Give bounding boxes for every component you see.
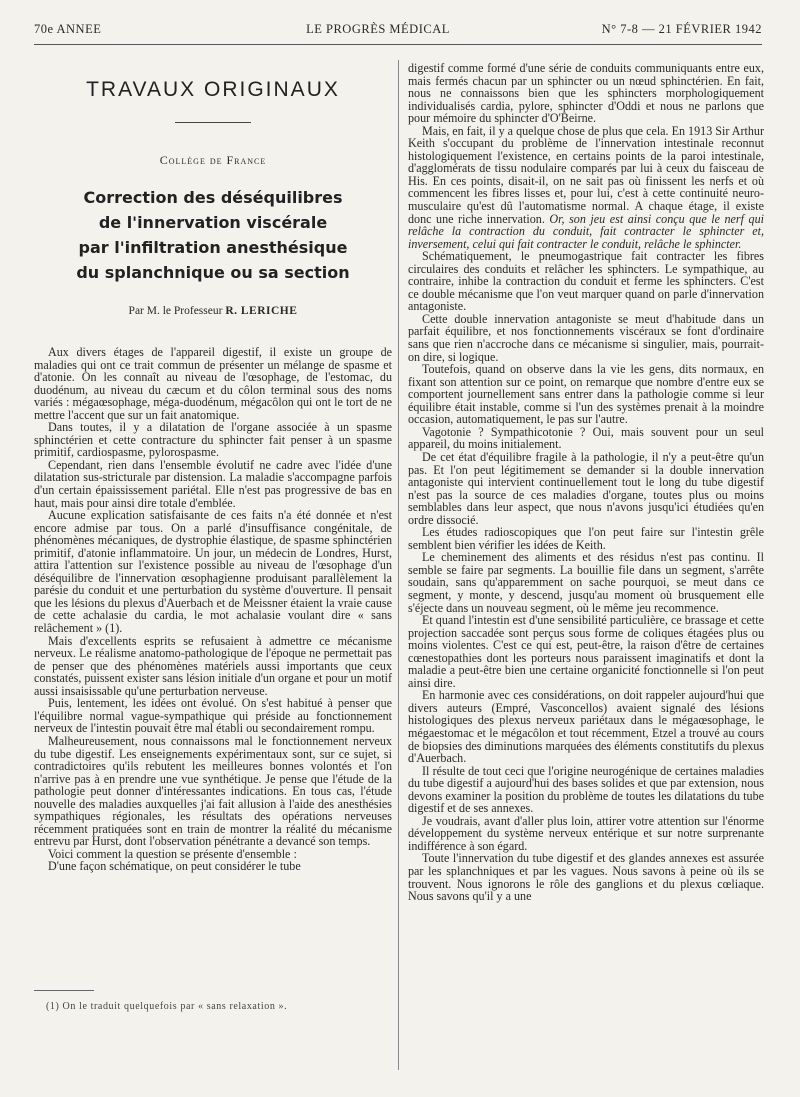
author-name: R. LERICHE [225, 305, 298, 317]
paragraph-text: Vagotonie ? Sympathicotonie ? Oui, mais souvent pour un seul appareil, du moins initialement. [408, 424, 764, 452]
paragraph: Puis, lentement, les idées ont évolué. On s'est habitué à penser que l'équilibre normal vague-sympathique qui préside au fonctionnement nerveux de l'intestin pouvait être mal établi ou secondairement rompu. [34, 696, 392, 736]
paragraph: Mais d'excellents esprits se refusaient à admettre ce mécanisme nerveux. Le réalisme anatomo-pathologique de l'époque ne permettait pas de penser que des phénomènes matériels aussi importants que ceux constatés, puissent exister sans lésion initiale d'un organe et pour un motif aussi insaisissable qu'une perturbation nerveuse. [34, 633, 392, 698]
header-volume: 70e ANNEE [34, 22, 102, 36]
paragraph-text: Et quand l'intestin est d'une sensibilité particulière, ce brassage et cette projection saccadée sont perçus sous forme de coliques étagées plus ou moins violentes. C'est ce qui est, peut-être, la raison d'être de certaines cœnestopathies dont les porteurs nous paraissent imaginatifs et dont la maladie a peut-être bien une certaine organicité fonctionnelle si l'on peut ainsi dire. [408, 613, 764, 690]
footnote: (1) On le traduit quelquefois par « sans relaxation ». [46, 1001, 288, 1012]
paragraph-text: digestif comme formé d'une série de conduits communiquants entre eux, mais fermés chacun par un sphincter ou un nœud sphinctérien. En fait, nous ne connaissons bien que les sphincters morphologiquement individualisés cardia, pylore, sphincter d'Oddi et nous ne parlons que pour mémoire du sphincter d'O'Beirne. [408, 61, 764, 126]
running-header [34, 22, 762, 42]
left-column-body [34, 346, 392, 873]
paragraph [408, 125, 764, 250]
paragraph: Dans toutes, il y a dilatation de l'organe associée à un spasme sphinctérien et cette contracture du sphincter fait penser à un spasme primitif, cardiospasme, pylorospasme. [34, 420, 392, 460]
author-prefix: Par M. le Professeur [128, 305, 223, 317]
article-title-line: du splanchnique ou sa section [76, 263, 350, 282]
right-column-body [408, 62, 764, 903]
paragraph-text: Toutefois, quand on observe dans la vie les gens, dits normaux, en fixant son attention sur ce point, on remarque que nombre d'entre eux se comportent journellement sans entrer dans la pathologie comme si leur équilibre était instable, comme si l'un des systèmes prenait à la moindre occasion, automatiquement, le pas sur l'autre. [408, 362, 764, 427]
article-title-line: Correction des déséquilibres [83, 188, 343, 207]
paragraph: Aucune explication satisfaisante de ces faits n'a été donnée et n'est encore admise par tous. On a parlé d'insuffisance congénitale, de phénomènes mécaniques, de dystrophie élastique, de spasme sphinctérien primitif, d'atonie inflammatoire. Un jour, un médecin de Londres, Hurst, attira l'attention sur l'existence possible au niveau de l'œsophage d'un déséquilibre de l'innervation œsophagienne produisant parallèlement la parésie du conduit et une perturbation du système d'ouverture. Il pensait que les lésions du plexus d'Auerbach et de Meissner étaient la vraie cause de cette achalasie du cardia, le mot achalasie voulant dire « sans relâchement » (1). [34, 508, 392, 636]
paragraph [408, 689, 764, 764]
section-title: TRAVAUX ORIGINAUX [86, 78, 340, 101]
footnote-divider [34, 990, 94, 991]
paragraph [408, 614, 764, 689]
paragraph-text: En harmonie avec ces considérations, on doit rappeler aujourd'hui que divers auteurs (Empré, Vasconcellos) avaient signalé des lésions histologiques des plexus nerveux pariétaux dans le mégaœsophage, le mégaestomac et le mégacôlon et tout récemment, Etzel a trouvé au cours de biopsies des diminutions marquées des éléments constitutifs du plexus d'Auerbach. [408, 688, 764, 766]
paragraph [408, 62, 764, 125]
paragraph-text: Il résulte de tout ceci que l'origine neurogénique de certaines maladies du tube digestif a aujourd'hui des bases solides et que par extension, nous devons examiner la position du problème de toutes les dilatations du tube digestif et de ses annexes. [408, 763, 764, 816]
paragraph: Cependant, rien dans l'ensemble évolutif ne cadre avec l'idée d'une dilatation sus-stricturale par distension. La maladie s'accompagne parfois d'un certain épaississement pariétal. Elle n'est pas progressive de bas en haut, mais pour ainsi dire totale d'emblée. [34, 457, 392, 510]
paragraph-text: Toute l'innervation du tube digestif et des glandes annexes est assurée par les splanchniques et par les vagues. Nous savons à peine où ils se trouvent. Nous ignorons le rôle des ganglions et du plexus cœliaque. Nous savons qu'il y a une [408, 851, 764, 904]
paragraph-text: Mais, en fait, il y a quelque chose de plus que cela. En 1913 Sir Arthur Keith s'occupant du problème de l'innervation intestinale reconnut histologiquement l'existence, en certains points de la paroi intestinale, d'agglomérats de tissu nodulaire comparés par lui à ceux du faisceau de His. En ces points, disait-il, on ne sait pas où finissent les nerfs et où commencent les fibres lisses et, pour lui, c'est à cette continuité neuro-musculaire qu'est dû l'automatisme normal. A chaque étage, il existe donc une riche innervation. [408, 123, 764, 226]
paragraph-text: Les études radioscopiques que l'on peut faire sur l'intestin grêle semblent bien vérifier les idées de Keith. [408, 525, 764, 552]
paragraph-text: Le cheminement des aliments et des résidus n'est pas continu. Il semble se faire par segments. La bouillie file dans un segment, s'arrête soudain, sans qu'apparemment on sache pourquoi, se meut dans ce segment, y monte, y descend, jusqu'au moment où brusquement elle s'éjecte dans un nouveau segment, où le même jeu recommence. [408, 550, 764, 615]
title-divider [175, 122, 251, 123]
paragraph [408, 363, 764, 426]
article-title-line: de l'innervation viscérale [98, 213, 328, 232]
paragraph-text: Cette double innervation antagoniste se meut d'habitude dans un parfait équilibre, et nos fonctionnements viscéraux se font d'ordinaire sans que rien n'accroche dans ce mécanisme si singulier, mais, pourrait-on dire, si logique. [408, 311, 764, 364]
paragraph [408, 551, 764, 614]
paragraph [408, 852, 764, 902]
header-issue-date: N° 7-8 — 21 FÉVRIER 1942 [601, 22, 762, 36]
paragraph [408, 765, 764, 815]
header-divider [34, 44, 762, 45]
paragraph [408, 313, 764, 363]
paragraph-text: Je voudrais, avant d'aller plus loin, attirer votre attention sur l'énorme développement du système nerveux entérique et sur notre surprenante indifférence à son égard. [408, 813, 764, 853]
paragraph: Malheureusement, nous connaissons mal le fonctionnement nerveux du tube digestif. Les enseignements expérimentaux sont, sur ce sujet, si contradictoires qu'ils rebutent les meilleures bonnes volontés et l'on n'arrive pas à en prendre une vue synthétique. Je pense que l'étude de la pathologie peut donner d'intéressantes indications. En tous cas, l'étude nouvelle des maladies auxquelles j'ai fait allusion à l'aide des anesthésies sympathiques régionales, les résultats des opérations nerveuses récemment pratiquées sont en train de montrer la réalité du mécanisme entrevu par Hurst, dont l'observation pénétrante a devancé son temps. [34, 733, 392, 849]
paragraph-text: De cet état d'équilibre fragile à la pathologie, il n'y a peut-être qu'un pas. Et l'on peut légitimement se demander si la double innervation antagoniste qui intervient continuellement tout le long du tube digestif n'est pas la source de ces maladies d'organe, toutes plus ou moins semblables dans leur aspect, que nous n'avons jusqu'ici étudiées qu'en ordre dissocié. [408, 449, 764, 527]
paragraph-text: Schématiquement, le pneumogastrique fait contracter les fibres circulaires des conduits et relâcher les sphincters. Le sympathique, au contraire, inhibe la contraction du conduit et ferme les sphincters. C'est ce double mécanisme que l'on veut marquer quand on parle d'innervation antagoniste. [408, 249, 764, 314]
institution: Collège de France [159, 153, 267, 167]
paragraph: Aux divers étages de l'appareil digestif, il existe un groupe de maladies qui ont ce trait commun de présenter un mélange de spasme et d'atonie. On les connaît au niveau de l'œsophage, de l'estomac, du duodénum, au niveau du cæcum et du côlon terminal sous des noms variés : mégaœsophage, méga-duodénum, mégacôlon qui ont le tort de ne mettre l'accent que sur un fait anatomique. [34, 345, 392, 422]
column-divider [398, 60, 399, 1070]
article-title-line: par l'infiltration anesthésique [78, 238, 348, 257]
paragraph-italic-text: Or, son jeu est ainsi conçu que le nerf qui relâche la contraction du conduit, fait contracter le sphincter et, inversement, celui qui fait contracter le conduit, relâche le sphincter. [408, 211, 764, 251]
paragraph [408, 250, 764, 313]
article-title [34, 185, 392, 285]
paragraph [408, 526, 764, 551]
paragraph [408, 426, 764, 451]
paragraph [408, 815, 764, 853]
paragraph: D'une façon schématique, on peut considérer le tube [48, 859, 301, 874]
paragraph [408, 451, 764, 526]
header-journal-name: LE PROGRÈS MÉDICAL [306, 22, 450, 36]
paragraph: Voici comment la question se présente d'ensemble : [48, 846, 297, 861]
byline [34, 305, 392, 317]
